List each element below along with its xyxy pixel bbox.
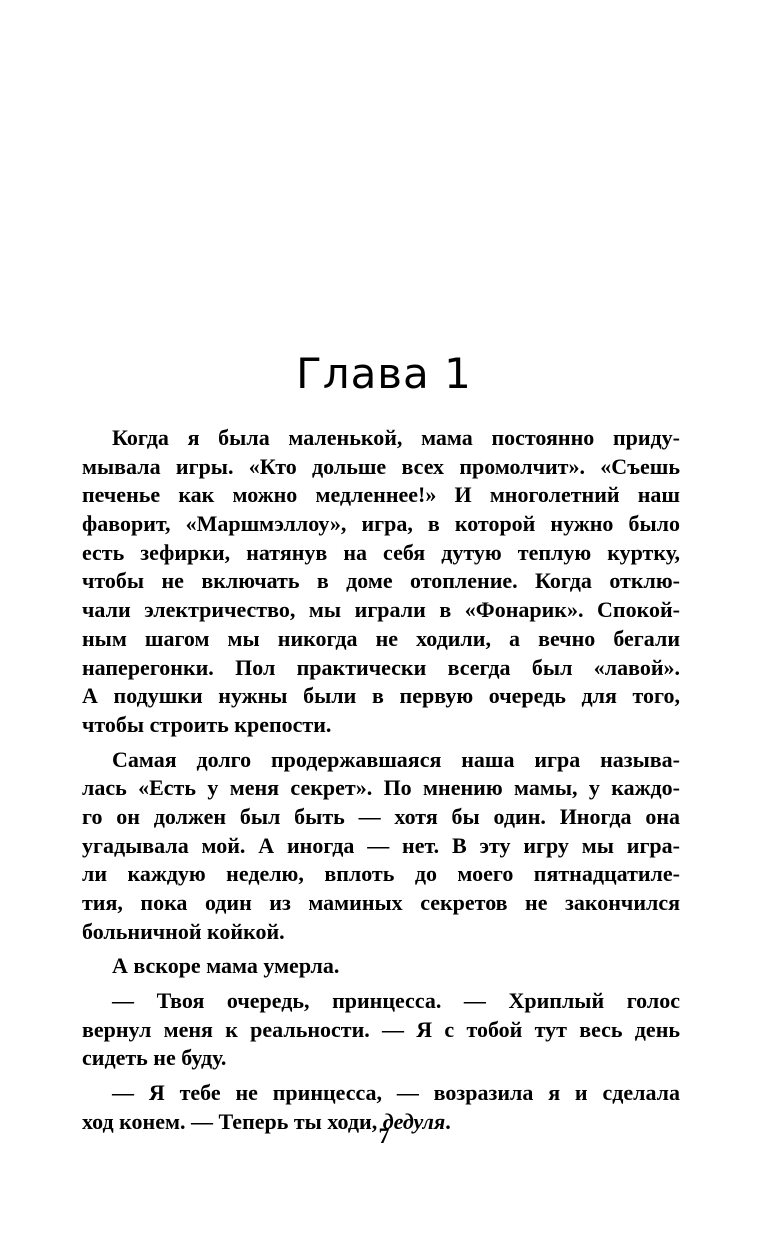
italic-word: дедуля <box>382 1108 446 1134</box>
text-line: больничной койкой. <box>82 918 285 944</box>
text-line: печенье как можно медленнее!» И многолетний наш <box>82 482 680 508</box>
text-line: Самая долго продержавшаяся наша игра называ- <box>112 746 680 772</box>
text-line: чтобы строить крепости. <box>82 711 332 737</box>
text-line: Когда я была маленькой, мама постоянно приду- <box>112 425 680 450</box>
text-line: фаворит, «Маршмэллоу», игра, в которой нужно было <box>82 511 680 537</box>
text-line: — Я тебе не принцесса, — возразила я и сделала <box>112 1080 680 1106</box>
text-line: есть зефирки, натянув на себя дутую теплую куртку, <box>82 539 680 565</box>
text-line: — Твоя очередь, принцесса. — Хриплый голос <box>112 988 680 1014</box>
text-line: ли каждую неделю, вплоть до моего пятнадцатиле- <box>82 861 680 887</box>
text-block <box>82 424 680 1137</box>
text-line: сидеть не буду. <box>82 1045 227 1071</box>
text-line: мывала игры. «Кто дольше всех промолчит». «Съешь <box>82 453 680 479</box>
chapter-title: Глава 1 <box>296 349 472 398</box>
text-line: угадывала мой. А иногда — нет. В эту игру мы игра- <box>82 832 680 858</box>
text-line: А подушки нужны были в первую очередь для того, <box>82 683 680 709</box>
punctuation: . <box>445 1108 451 1134</box>
page-number: 7 <box>378 1123 390 1148</box>
paragraph <box>82 987 680 1073</box>
paragraph <box>82 746 680 947</box>
paragraph <box>82 952 680 981</box>
text-line: тия, пока один из маминых секретов не закончился <box>82 890 680 915</box>
text-line: чали электричество, мы играли в «Фонарик». Спокой- <box>82 597 680 623</box>
text-fragment: ход конем. — Теперь ты ходи, <box>82 1108 383 1134</box>
text-line: А вскоре мама умерла. <box>112 953 340 979</box>
text-line: чтобы не включать в доме отопление. Когда отклю- <box>82 568 680 594</box>
paragraph <box>82 424 680 740</box>
text-line: вернул меня к реальности. — Я с тобой тут весь день <box>82 1016 680 1042</box>
text-line: ным шагом мы никогда не ходили, а вечно бегали <box>82 625 680 651</box>
text-line: го он должен был быть — хотя бы один. Иногда она <box>82 803 680 829</box>
text-line: наперегонки. Пол практически всегда был «лавой». <box>82 654 680 680</box>
text-line: лась «Есть у меня секрет». По мнению мамы, у каждо- <box>82 775 680 801</box>
